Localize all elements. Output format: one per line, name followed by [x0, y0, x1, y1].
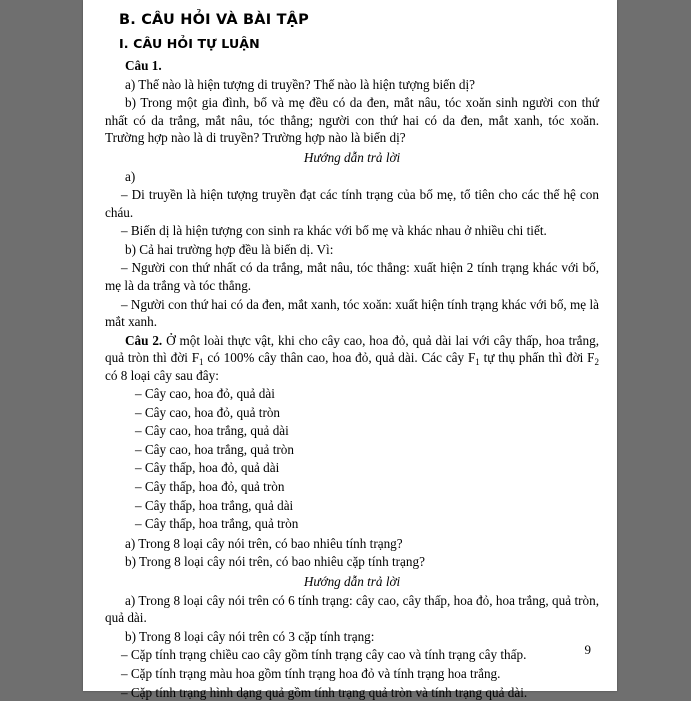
- list-item: – Cây thấp, hoa trắng, quả dài: [105, 497, 599, 515]
- answer-2-line-a: a) Trong 8 loại cây nói trên có 6 tính trạng: cây cao, cây thấp, hoa đỏ, hoa trắng, quả tròn, quả dài.: [105, 592, 599, 627]
- section-heading: B. CÂU HỎI VÀ BÀI TẬP: [119, 12, 599, 28]
- guide-label-1: Hướng dẫn trả lời: [105, 150, 599, 166]
- question-1-block: [105, 57, 599, 147]
- right-margin-background: [617, 0, 691, 691]
- question-2-label: Câu 2.: [125, 333, 162, 348]
- question-2-sub-3: 2: [595, 357, 600, 367]
- answer-2-line-1: – Cặp tính trạng chiều cao cây gồm tính trạng cây cao và tính trạng cây thấp.: [105, 646, 599, 664]
- answer-1-marker-b: b) Cả hai trường hợp đều là biến dị. Vì:: [105, 241, 599, 259]
- question-1-part-a: a) Thế nào là hiện tượng di truyền? Thế nào là hiện tượng biến dị?: [105, 76, 599, 94]
- list-item: – Cây thấp, hoa trắng, quả tròn: [105, 515, 599, 533]
- answer-2-line-2: – Cặp tính trạng màu hoa gồm tính trạng hoa đỏ và tính trạng hoa trắng.: [105, 665, 599, 683]
- question-2-block: [105, 332, 599, 571]
- list-item: – Cây thấp, hoa đỏ, quả dài: [105, 459, 599, 477]
- list-item: – Cây cao, hoa đỏ, quả tròn: [105, 404, 599, 422]
- question-1-label: [105, 57, 599, 75]
- answer-1-line-2: – Biến dị là hiện tượng con sinh ra khác với bố mẹ và khác nhau ở nhiều chi tiết.: [105, 222, 599, 240]
- list-item: – Cây cao, hoa trắng, quả dài: [105, 422, 599, 440]
- answer-1-marker-a: a): [105, 168, 599, 186]
- question-2-text-2: có 100% cây thân cao, hoa đỏ, quả dài. Các cây F: [204, 350, 476, 365]
- answer-2-block: [105, 592, 599, 701]
- question-2-text-1: Ở một loài thực vật, khi cho cây cao, hoa đỏ, quả dài lai với cây thấp, hoa trắng, quả tròn thì đời F: [105, 333, 599, 366]
- list-item: – Cây cao, hoa đỏ, quả dài: [105, 385, 599, 403]
- question-1-label-text: Câu 1.: [125, 58, 162, 73]
- page-number: 9: [585, 642, 592, 658]
- question-2-sub-2: 1: [475, 357, 480, 367]
- sub-heading: I. CÂU HỎI TỰ LUẬN: [119, 36, 599, 51]
- question-1-part-b: b) Trong một gia đình, bố và mẹ đều có da đen, mắt nâu, tóc xoăn sinh người con thứ nhất có da trắng, mắt nâu, tóc thẳng; người con thứ hai có da đen, mắt xanh, tóc xoăn. Trường hợp nào là di truyền? Trường hợp nào là biến dị?: [105, 94, 599, 147]
- document-page: [83, 0, 617, 691]
- answer-1-line-3: – Người con thứ nhất có da trắng, mắt nâu, tóc thẳng: xuất hiện 2 tính trạng khác với bố, mẹ là da trắng và tóc thẳng.: [105, 259, 599, 294]
- list-item: – Cây thấp, hoa đỏ, quả tròn: [105, 478, 599, 496]
- guide-label-2: Hướng dẫn trả lời: [105, 574, 599, 590]
- list-item: – Cây cao, hoa trắng, quả tròn: [105, 441, 599, 459]
- answer-2-line-3: – Cặp tính trạng hình dạng quả gồm tính trạng quả tròn và tính trạng quả dài.: [105, 684, 599, 701]
- question-2-text-4: có 8 loại cây sau đây:: [105, 368, 219, 383]
- question-2-text-3: tự thụ phấn thì đời F: [480, 350, 595, 365]
- answer-1-block: [105, 168, 599, 331]
- question-2-sub-a: a) Trong 8 loại cây nói trên, có bao nhiêu tính trạng?: [105, 535, 599, 553]
- answer-1-line-4: – Người con thứ hai có da đen, mắt xanh, tóc xoăn: xuất hiện tính trạng khác với bố, mẹ là mắt xanh.: [105, 296, 599, 331]
- left-margin-background: [0, 0, 83, 691]
- question-2-sub-1: 1: [199, 357, 204, 367]
- answer-2-line-b: b) Trong 8 loại cây nói trên có 3 cặp tính trạng:: [105, 628, 599, 646]
- question-2-sub-b: b) Trong 8 loại cây nói trên, có bao nhiêu cặp tính trạng?: [105, 553, 599, 571]
- question-2-intro: [105, 332, 599, 385]
- answer-1-line-1: – Di truyền là hiện tượng truyền đạt các tính trạng của bố mẹ, tổ tiên cho các thế hệ con cháu.: [105, 186, 599, 221]
